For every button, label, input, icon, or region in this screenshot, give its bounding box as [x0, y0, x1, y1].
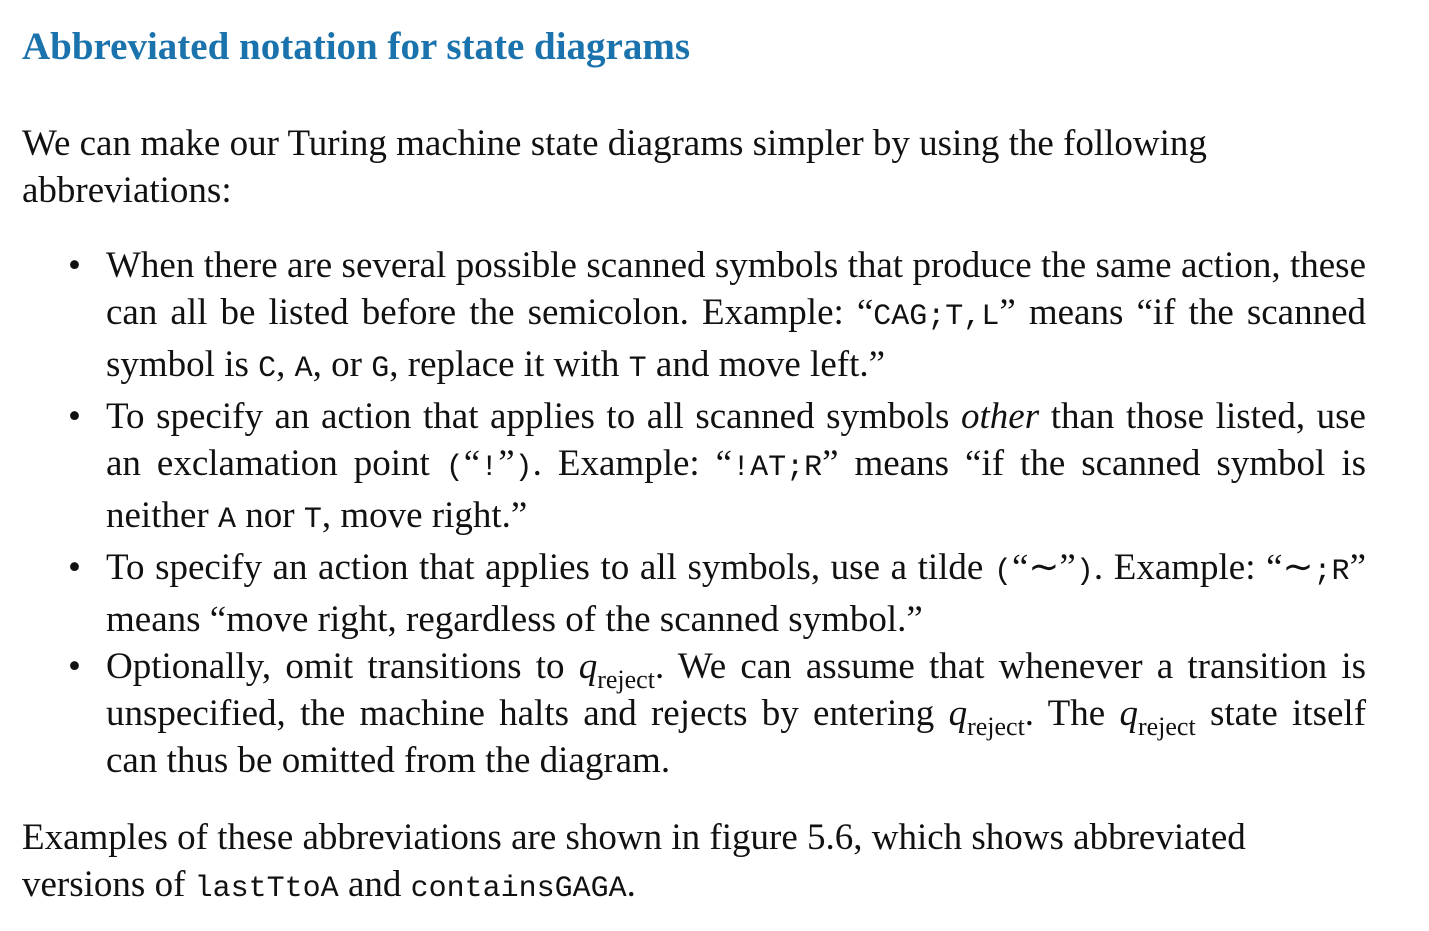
text-fragment: .	[626, 864, 636, 905]
code-symbol: !	[480, 451, 499, 485]
list-item	[22, 544, 1366, 643]
quote-mark: ”	[1059, 547, 1076, 588]
q-letter: q	[948, 693, 968, 734]
code-symbol: A	[217, 503, 236, 537]
code-symbol: C	[258, 352, 277, 386]
text-fragment: ,	[276, 344, 295, 385]
text-fragment: state itself can thus be omitted from the diagram.	[106, 693, 1367, 781]
paren: (	[993, 555, 1012, 589]
code-example: ;R	[1313, 555, 1350, 589]
list-item	[22, 643, 1366, 784]
text-fragment: Examples of these abbreviations are shown in figure 5.6, which shows abbreviated versions of	[22, 817, 1246, 905]
text-fragment: ” means “if the scanned symbol is neither	[106, 443, 1366, 536]
q-letter: q	[1119, 693, 1138, 734]
text-fragment: and move left.”	[646, 344, 886, 385]
text-fragment: nor	[236, 495, 304, 536]
tilde-symbol: ∼	[1028, 547, 1060, 588]
text-fragment: To specify an action that applies to all symbols, use a tilde	[106, 547, 994, 588]
q-subscript: reject	[967, 712, 1025, 741]
outro-paragraph	[22, 814, 1366, 913]
bullet-icon: •	[68, 245, 81, 286]
q-reject-symbol	[1119, 693, 1196, 741]
text-fragment: , replace it with	[389, 344, 629, 385]
text-fragment: . We can assume that whenever a transition is unspecified, the machine halts and rejects by entering	[106, 646, 1366, 734]
code-symbol: T	[303, 503, 322, 537]
code-example: !AT;R	[732, 451, 823, 485]
emphasis-text: other	[961, 396, 1040, 437]
text-fragment: . The	[1024, 693, 1120, 734]
code-example: CAG;T,L	[873, 300, 1000, 334]
section-heading: Abbreviated notation for state diagrams	[22, 25, 691, 68]
code-program-name: containsGAGA	[410, 872, 627, 906]
list-item	[22, 393, 1366, 544]
quote-mark: ”	[498, 443, 515, 484]
bullet-icon: •	[68, 547, 81, 588]
intro-paragraph: We can make our Turing machine state diagrams simpler by using the following abbreviations:	[22, 123, 1207, 211]
text-fragment: When there are several possible scanned symbols that produce the same action, these can all be listed before the semicolon. Example: “	[106, 245, 1366, 333]
bullet-icon: •	[68, 646, 81, 687]
q-subscript: reject	[1137, 712, 1196, 741]
paren: )	[514, 451, 533, 485]
code-symbol: G	[371, 352, 390, 386]
list-item	[22, 242, 1366, 393]
abbreviation-list	[22, 242, 1366, 784]
code-symbol: T	[628, 352, 647, 386]
q-reject-symbol	[948, 693, 1025, 741]
code-symbol: A	[294, 352, 313, 386]
text-fragment: Optionally, omit transitions to	[106, 646, 579, 687]
text-fragment: To specify an action that applies to all scanned symbols	[106, 396, 962, 437]
text-fragment: , or	[312, 344, 372, 385]
bullet-icon: •	[68, 396, 81, 437]
text-fragment: ” means “move right, regardless of the scanned symbol.”	[106, 547, 1366, 640]
q-subscript: reject	[597, 665, 655, 694]
text-fragment: and	[338, 864, 411, 905]
text-fragment: , move right.”	[321, 495, 528, 536]
text-fragment: . Example: “	[1093, 547, 1283, 588]
tilde-symbol: ∼	[1282, 547, 1314, 588]
text-fragment: ” means “if the scanned symbol is	[106, 292, 1366, 385]
code-program-name: lastTtoA	[194, 872, 339, 906]
document-page	[22, 22, 1366, 913]
q-letter: q	[578, 646, 598, 687]
text-fragment: than those listed, use an exclamation point	[106, 396, 1366, 484]
quote-mark: “	[463, 443, 481, 484]
paren: )	[1075, 555, 1094, 589]
q-reject-symbol	[578, 646, 655, 694]
quote-mark: “	[1011, 547, 1029, 588]
text-fragment: . Example: “	[532, 443, 733, 484]
paren: (	[445, 451, 464, 485]
